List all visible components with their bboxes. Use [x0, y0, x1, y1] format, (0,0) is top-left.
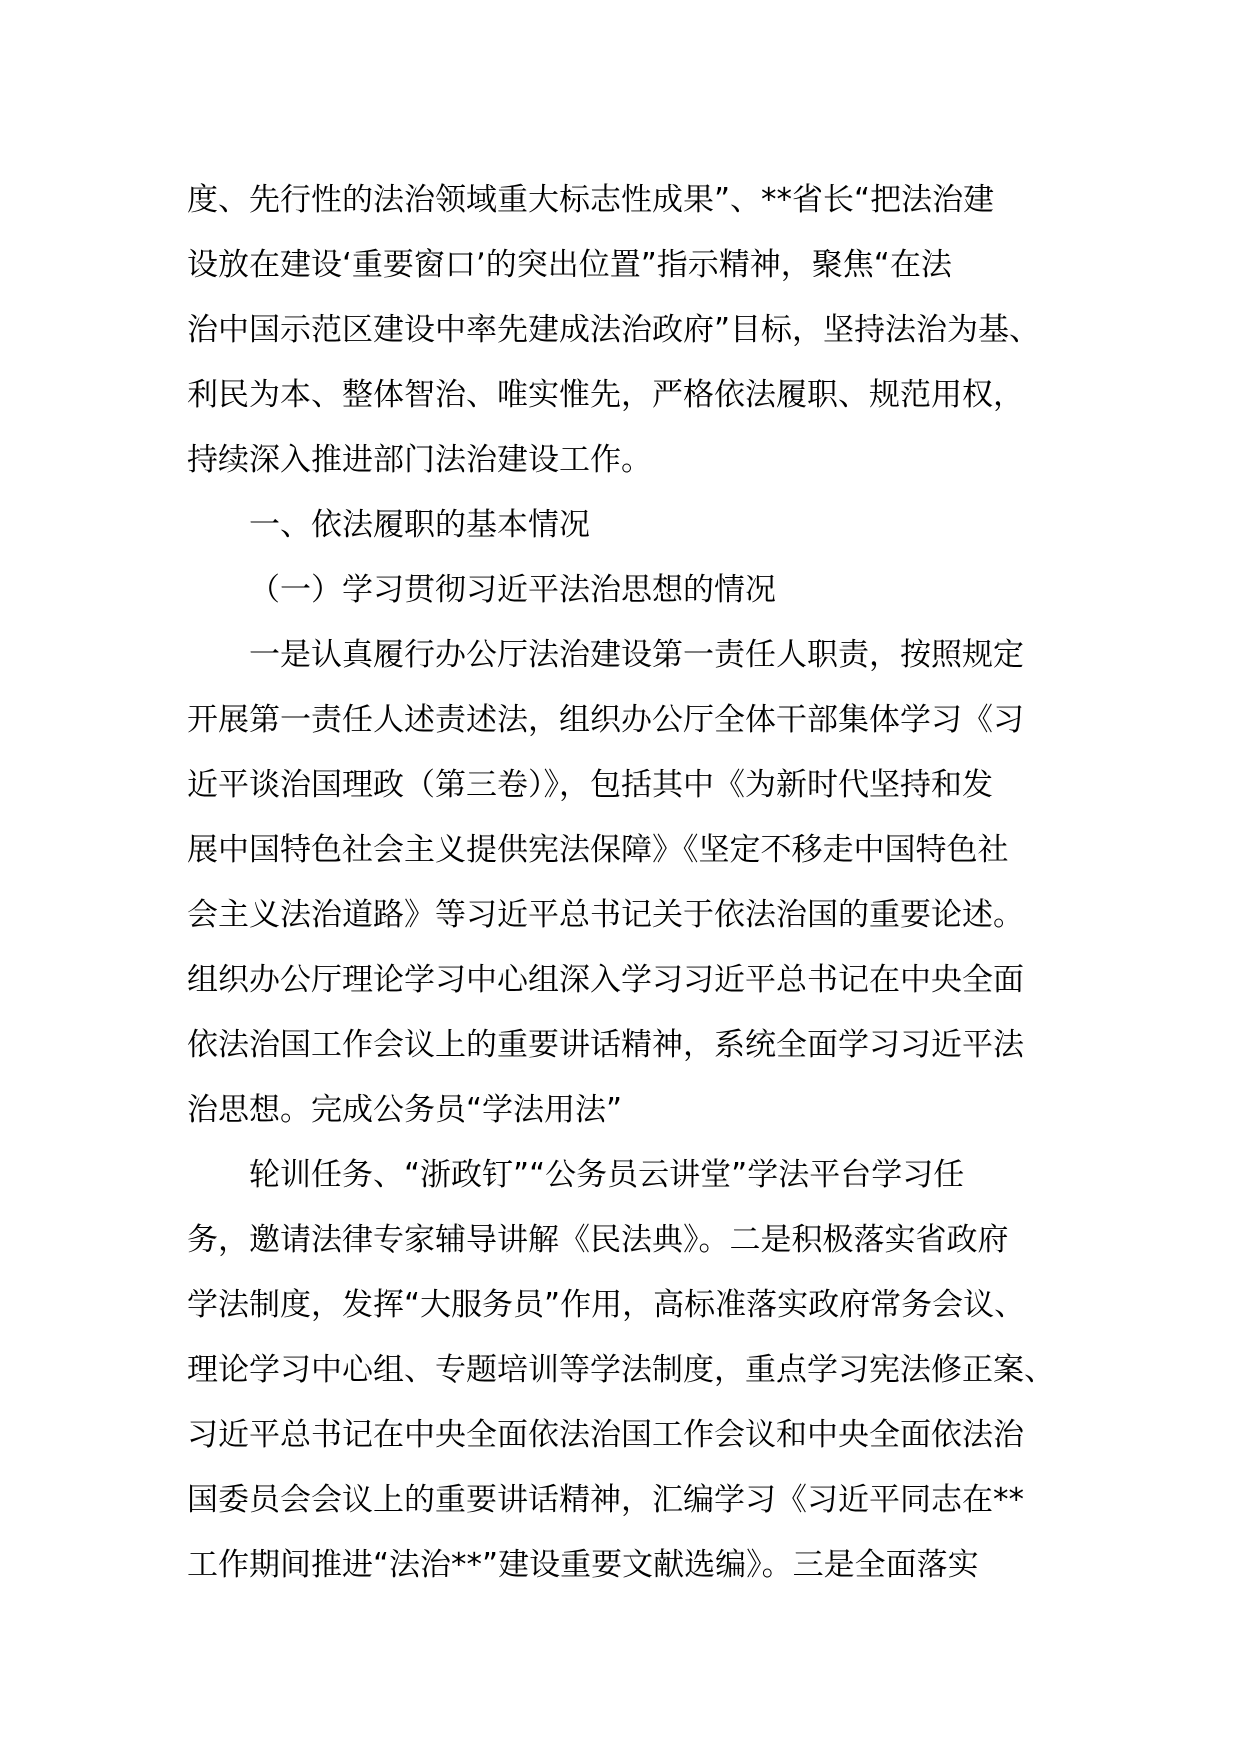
text-line: 利民为本、整体智治、唯实惟先，严格依法履职、规范用权， — [187, 377, 1024, 413]
text-line: 持续深入推进部门法治建设工作。 — [187, 442, 652, 478]
text-line: 展中国特色社会主义提供宪法保障》《坚定不移走中国特色社 — [187, 832, 1009, 868]
text-line: 近平谈治国理政（第三卷）》，包括其中《为新时代坚持和发 — [187, 767, 993, 803]
text-line: 务，邀请法律专家辅导讲解《民法典》。二是积极落实省政府 — [187, 1222, 1009, 1258]
text-line: 学法制度，发挥“大服务员”作用，高标准落实政府常务会议、 — [187, 1287, 1026, 1323]
text-line: 工作期间推进“法治**”建设重要文献选编》。三是全面落实 — [187, 1547, 979, 1583]
text-line: 组织办公厅理论学习中心组深入学习习近平总书记在中央全面 — [187, 962, 1024, 998]
text-line: 依法治国工作会议上的重要讲话精神，系统全面学习习近平法 — [187, 1027, 1024, 1063]
paragraph-start-line: 轮训任务、“浙政钉”“公务员云讲堂”学法平台学习任 — [249, 1157, 965, 1193]
text-line: 理论学习中心组、专题培训等学法制度，重点学习宪法修正案、 — [187, 1352, 1055, 1388]
text-line: 治思想。完成公务员“学法用法” — [187, 1092, 623, 1128]
text-line: 国委员会会议上的重要讲话精神，汇编学习《习近平同志在** — [187, 1482, 1024, 1518]
text-line: 设放在建设‘重要窗口’的突出位置”指示精神，聚焦“在法 — [187, 247, 952, 283]
paragraph-start-line: 一是认真履行办公厅法治建设第一责任人职责，按照规定 — [249, 637, 1024, 673]
text-line: 开展第一责任人述责述法，组织办公厅全体干部集体学习《习 — [187, 702, 1024, 738]
text-line: 会主义法治道路》等习近平总书记关于依法治国的重要论述。 — [187, 897, 1024, 933]
subsection-heading: （一）学习贯彻习近平法治思想的情况 — [249, 572, 776, 608]
text-line: 治中国示范区建设中率先建成法治政府”目标，坚持法治为基、 — [187, 312, 1041, 348]
text-line: 度、先行性的法治领域重大标志性成果”、**省长“把法治建 — [187, 182, 995, 218]
text-line: 习近平总书记在中央全面依法治国工作会议和中央全面依法治 — [187, 1417, 1024, 1453]
document-body — [187, 168, 1067, 1598]
section-heading: 一、依法履职的基本情况 — [249, 507, 590, 543]
